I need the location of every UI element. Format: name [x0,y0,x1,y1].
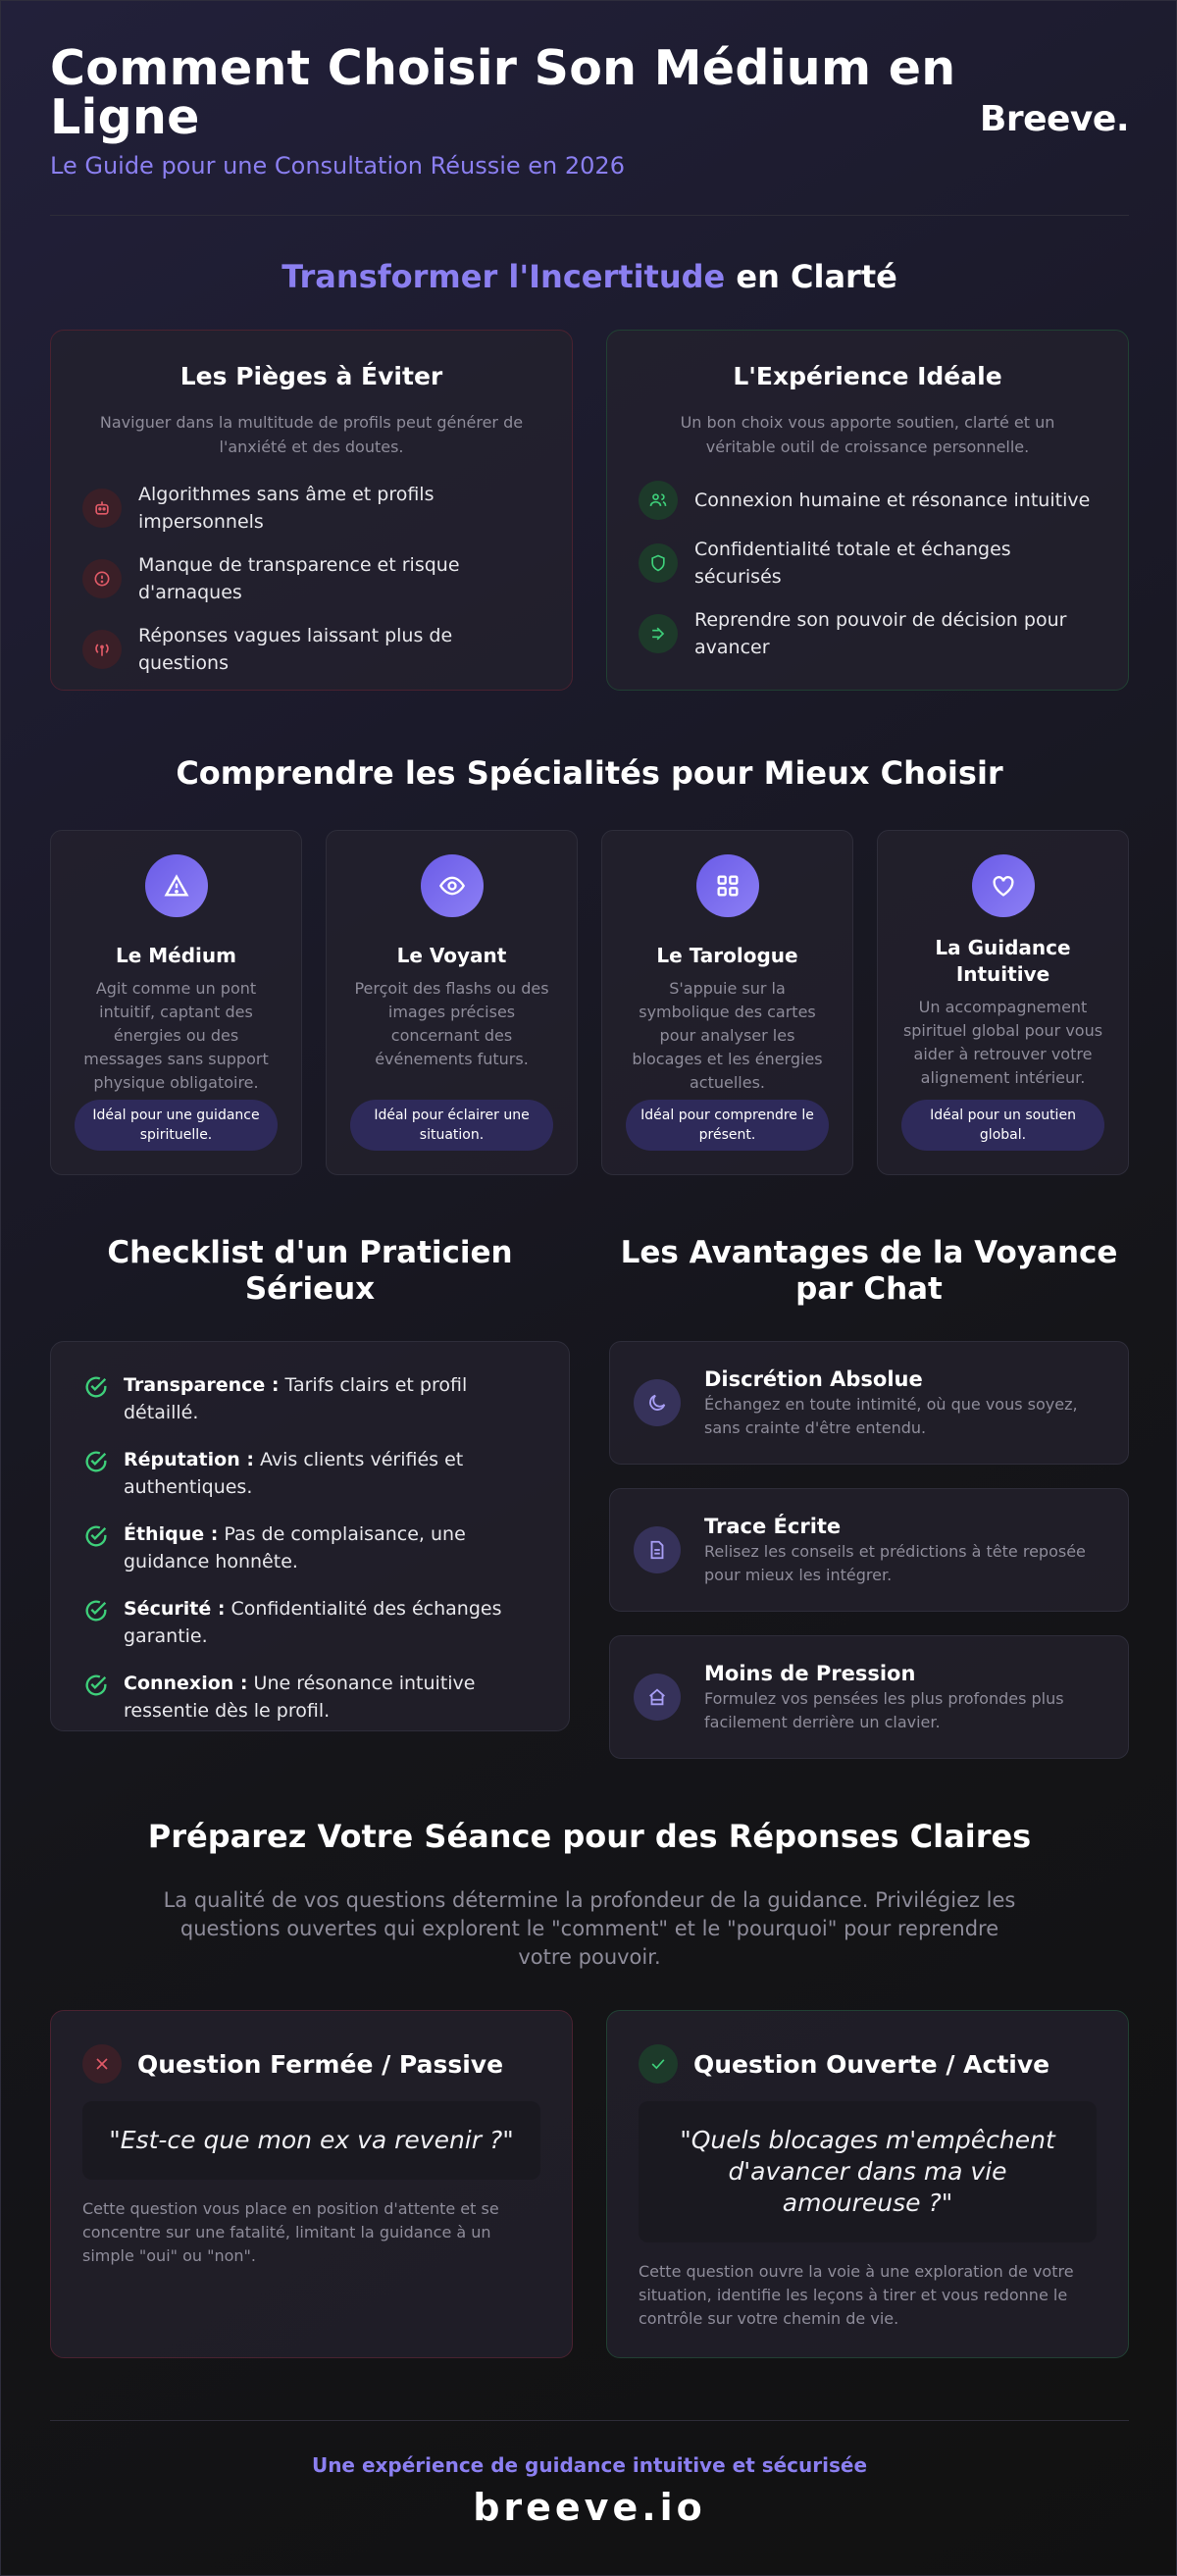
checklist-item [82,1595,537,1650]
footer-site-link[interactable]: breeve.io [473,2486,706,2529]
pitfalls-desc: Naviguer dans la multitude de profils peut générer de l'anxiété et des doutes. [99,413,524,456]
moon-icon [634,1379,681,1426]
section-title-prepare: Préparez Votre Séance pour des Réponses Claires [147,1818,1032,1855]
checklist-desc: Tarifs clairs et profil détaillé. [124,1374,468,1423]
check-circle-icon [82,1448,110,1475]
arrow-right-icon [639,614,678,653]
check-circle-icon [82,1373,110,1401]
list-item-text: Connexion humaine et résonance intuitive [694,489,1091,511]
list-item [82,622,540,677]
prepare-intro: La qualité de vos questions détermine la profondeur de la guidance. Privilégiez les questions ouvertes qui explorent le "comment" et le "pourquoi" pour reprendre votre pouvoir. [163,1888,1016,1969]
specialty-title: Le Tarologue [656,944,798,967]
closed-question-desc: Cette question vous place en position d'attente et se concentre sur une fatalité, limitant la guidance à un simple "oui" ou "non". [82,2199,499,2265]
specialty-title: Le Voyant [396,944,507,967]
warning-triangle-icon [145,854,208,917]
grid-icon [696,854,759,917]
list-item [639,536,1097,591]
check-circle-icon [82,1522,110,1550]
checklist-item [82,1520,537,1575]
specialty-desc: Perçoit des flashs ou des images précises concernant des événements futurs. [354,979,549,1068]
checklist-label: Éthique : [124,1523,219,1545]
list-item [82,551,540,606]
checklist-card [50,1341,570,1731]
shield-icon [639,543,678,583]
footer-tagline: Une expérience de guidance intuitive et sécurisée [311,2453,868,2477]
specialty-desc: Un accompagnement spirituel global pour vous aider à retrouver votre alignement intérieur. [902,998,1103,1087]
checklist-label: Sécurité : [124,1598,226,1620]
advantage-desc: Échangez en toute intimité, où que vous soyez, sans crainte d'être entendu. [704,1395,1078,1437]
list-item [639,481,1097,520]
closed-question-card [50,2010,573,2358]
page-subtitle: Le Guide pour une Consultation Réussie en 2026 [50,152,625,180]
specialty-pill: Idéal pour un soutien global. [901,1100,1104,1151]
specialty-desc: S'appuie sur la symbolique des cartes pour analyser les blocages et les énergies actuelles. [632,979,823,1092]
question-antenna-icon [82,630,122,669]
footer-divider [50,2420,1129,2421]
check-icon [639,2044,678,2084]
section-title-accent: Transformer l'Incertitude [281,258,726,295]
advantage-card [609,1341,1129,1465]
closed-question-quote: "Est-ce que mon ex va revenir ?" [82,2101,540,2180]
specialty-card-tarologue [601,830,853,1175]
heart-icon [972,854,1035,917]
closed-question-title: Question Fermée / Passive [137,2049,504,2079]
specialty-card-guidance [877,830,1129,1175]
checklist-text [124,1371,537,1426]
specialty-card-medium [50,830,302,1175]
checklist-text [124,1670,537,1725]
alert-circle-icon [82,559,122,598]
open-question-card [606,2010,1129,2358]
checklist-label: Transparence : [124,1374,280,1396]
open-question-desc: Cette question ouvre la voie à une exploration de votre situation, identifie les leçons à tirer et vous redonne le contrôle sur votre chemin de vie. [639,2262,1074,2328]
ideal-card [606,330,1129,691]
list-item [639,606,1097,661]
document-icon [634,1526,681,1573]
checklist-desc: Confidentialité des échanges garantie. [124,1598,502,1647]
checklist-desc: Une résonance intuitive ressentie dès le profil. [124,1673,476,1722]
checklist-item [82,1670,537,1725]
open-question-title: Question Ouverte / Active [693,2049,1050,2079]
advantages-title: Les Avantages de la Voyance par Chat [620,1235,1118,1307]
checklist-desc: Pas de complaisance, une guidance honnête. [124,1523,466,1572]
pitfalls-title: Les Pièges à Éviter [179,362,443,390]
advantage-desc: Relisez les conseils et prédictions à tête reposée pour mieux les intégrer. [704,1542,1086,1584]
check-circle-icon [82,1597,110,1624]
checklist-label: Réputation : [124,1449,254,1470]
list-item-text: Confidentialité totale et échanges sécurisés [694,539,1011,588]
section-title-specialties: Comprendre les Spécialités pour Mieux Choisir [176,754,1003,792]
specialty-desc: Agit comme un pont intuitif, captant des énergies ou des messages sans support physique obligatoire. [83,979,269,1092]
x-icon [82,2044,122,2084]
list-item-text: Manque de transparence et risque d'arnaques [138,554,460,603]
closed-question-header [82,2044,540,2084]
ideal-title: L'Expérience Idéale [733,362,1002,390]
checklist-text [124,1446,537,1501]
specialty-pill: Idéal pour comprendre le présent. [626,1100,829,1151]
advantage-card [609,1488,1129,1612]
section-title-clarity [1,258,1177,295]
check-circle-icon [82,1672,110,1699]
header [50,40,1129,216]
page-title: Comment Choisir Son Médium en Ligne [50,40,956,145]
users-icon [639,481,678,520]
advantage-desc: Formulez vos pensées les plus profondes plus facilement derrière un clavier. [704,1689,1064,1731]
checklist-desc: Avis clients vérifiés et authentiques. [124,1449,464,1498]
list-item-text: Algorithmes sans âme et profils impersonnels [138,484,435,533]
checklist-text [124,1520,537,1575]
home-icon [634,1674,681,1721]
advantage-card [609,1635,1129,1759]
list-item-text: Réponses vagues laissant plus de questions [138,625,453,674]
list-item-text: Reprendre son pouvoir de décision pour avancer [694,609,1067,658]
checklist-label: Connexion : [124,1673,248,1694]
brand-logo[interactable]: Breeve. [979,99,1129,139]
specialty-pill: Idéal pour éclairer une situation. [350,1100,553,1151]
ideal-desc: Un bon choix vous apporte soutien, clarté et un véritable outil de croissance personnelle. [680,413,1055,456]
specialty-title: Le Médium [116,944,236,967]
advantage-title: Discrétion Absolue [704,1367,923,1391]
section-title-rest: en Clarté [725,258,897,295]
list-item [82,481,540,536]
specialty-card-voyant [326,830,578,1175]
checklist-text [124,1595,537,1650]
checklist-item [82,1371,537,1426]
advantage-title: Moins de Pression [704,1662,916,1685]
open-question-quote: "Quels blocages m'empêchent d'avancer dans ma vie amoureuse ?" [639,2101,1097,2242]
specialty-pill: Idéal pour une guidance spirituelle. [75,1100,278,1151]
eye-icon [421,854,484,917]
specialty-title: La Guidance Intuitive [935,936,1071,986]
advantage-title: Trace Écrite [704,1515,842,1538]
checklist-title: Checklist d'un Praticien Sérieux [107,1235,513,1307]
open-question-header [639,2044,1097,2084]
robot-icon [82,489,122,528]
pitfalls-card [50,330,573,691]
checklist-item [82,1446,537,1501]
